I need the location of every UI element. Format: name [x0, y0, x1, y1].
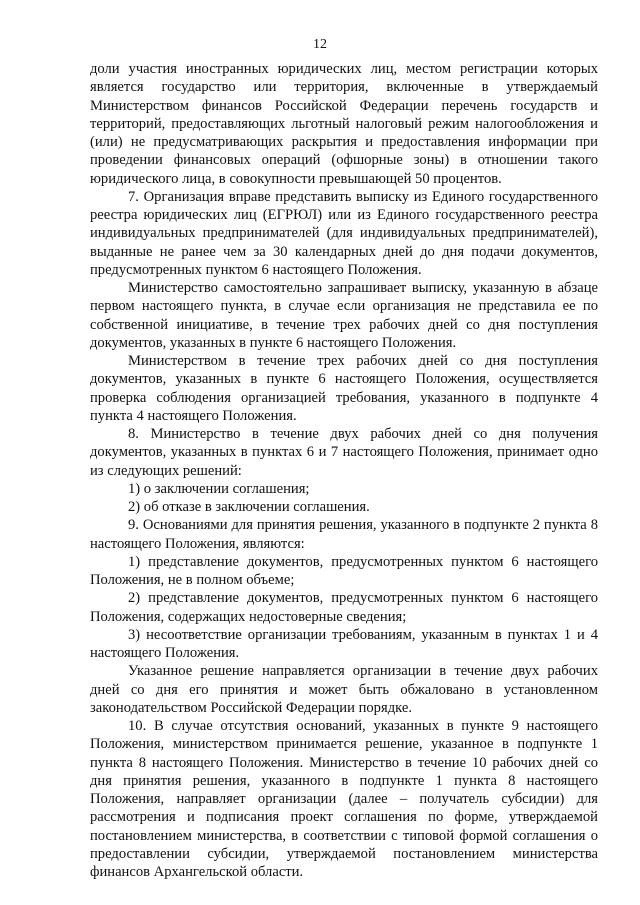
paragraph-item-9-reason-3: 3) несоответствие организации требованиям, указанным в пунктах 1 и 4 настоящего Положения.	[90, 626, 598, 661]
paragraph-item-9: 9. Основаниями для принятия решения, указанного в подпункте 2 пункта 8 настоящего Положения, являются:	[90, 517, 598, 552]
paragraph-item-7: 7. Организация вправе представить выписку из Единого государственного реестра юридических лиц (ЕГРЮЛ) или из Единого государственного реестра индивидуальных предпринимателей (для индивидуальных предпринимателей), выданные не ранее чем за 30 календарных дней до дня подачи документов, предусмотренных пунктом 6 настоящего Положения.	[90, 188, 598, 278]
paragraph-item-10: 10. В случае отсутствия оснований, указанных в пункте 9 настоящего Положения, министерством принимается решение, указанное в подпункте 1 пункта 8 настоящего Положения. Министерство в течение 10 рабочих дней со дня принятия решения, указанного в подпункте 1 пункта 8 настоящего Положения, направляет организации (далее – получатель субсидии) для рассмотрения и подписания проект соглашения по форме, утверждаемой постановлением министерства, в соответствии с типовой формой соглашения о предоставлении субсидии, утверждаемой постановлением министерства финансов Архангельской области.	[90, 718, 598, 880]
paragraph-item-8: 8. Министерство в течение двух рабочих дней со дня получения документов, указанных в пунктах 6 и 7 настоящего Положения, принимает одно из следующих решений:	[90, 426, 598, 479]
paragraph-offshore-continuation: доли участия иностранных юридических лиц, местом регистрации которых является государство или территория, включенные в утверждаемый Министерством финансов Российской Федерации перечень государств и территорий, предоставляющих льготный налоговый режим налогообложения и (или) не предусматривающих раскрытия и предоставления информации при проведении финансовых операций (офшорные зоны) в отношении такого юридического лица, в совокупности превышающей 50 процентов.	[90, 61, 598, 187]
document-body	[90, 60, 598, 881]
paragraph-item-8-option-2: 2) об отказе в заключении соглашения.	[128, 499, 370, 515]
paragraph-item-7-request: Министерство самостоятельно запрашивает выписку, указанную в абзаце первом настоящего пункта, в случае если организация не представила ее по собственной инициативе, в течение трех рабочих дней со дня поступления документов, указанных в пункте 6 настоящего Положения.	[90, 280, 598, 351]
paragraph-item-9-reason-2: 2) представление документов, предусмотренных пунктом 6 настоящего Положения, содержащих недостоверные сведения;	[90, 590, 598, 625]
paragraph-item-9-reason-1: 1) представление документов, предусмотренных пунктом 6 настоящего Положения, не в полном объеме;	[90, 553, 598, 588]
paragraph-item-7-check: Министерством в течение трех рабочих дней со дня поступления документов, указанных в пункте 6 настоящего Положения, осуществляется проверка соблюдения организацией требования, указанного в подпункте 4 пункта 4 настоящего Положения.	[90, 353, 598, 424]
paragraph-item-8-option-1: 1) о заключении соглашения;	[128, 480, 310, 497]
page-number: 12	[313, 37, 327, 52]
paragraph-item-9-appeal: Указанное решение направляется организации в течение двух рабочих дней со дня его принятия и может быть обжаловано в установленном законодательством Российской Федерации порядке.	[90, 663, 598, 716]
